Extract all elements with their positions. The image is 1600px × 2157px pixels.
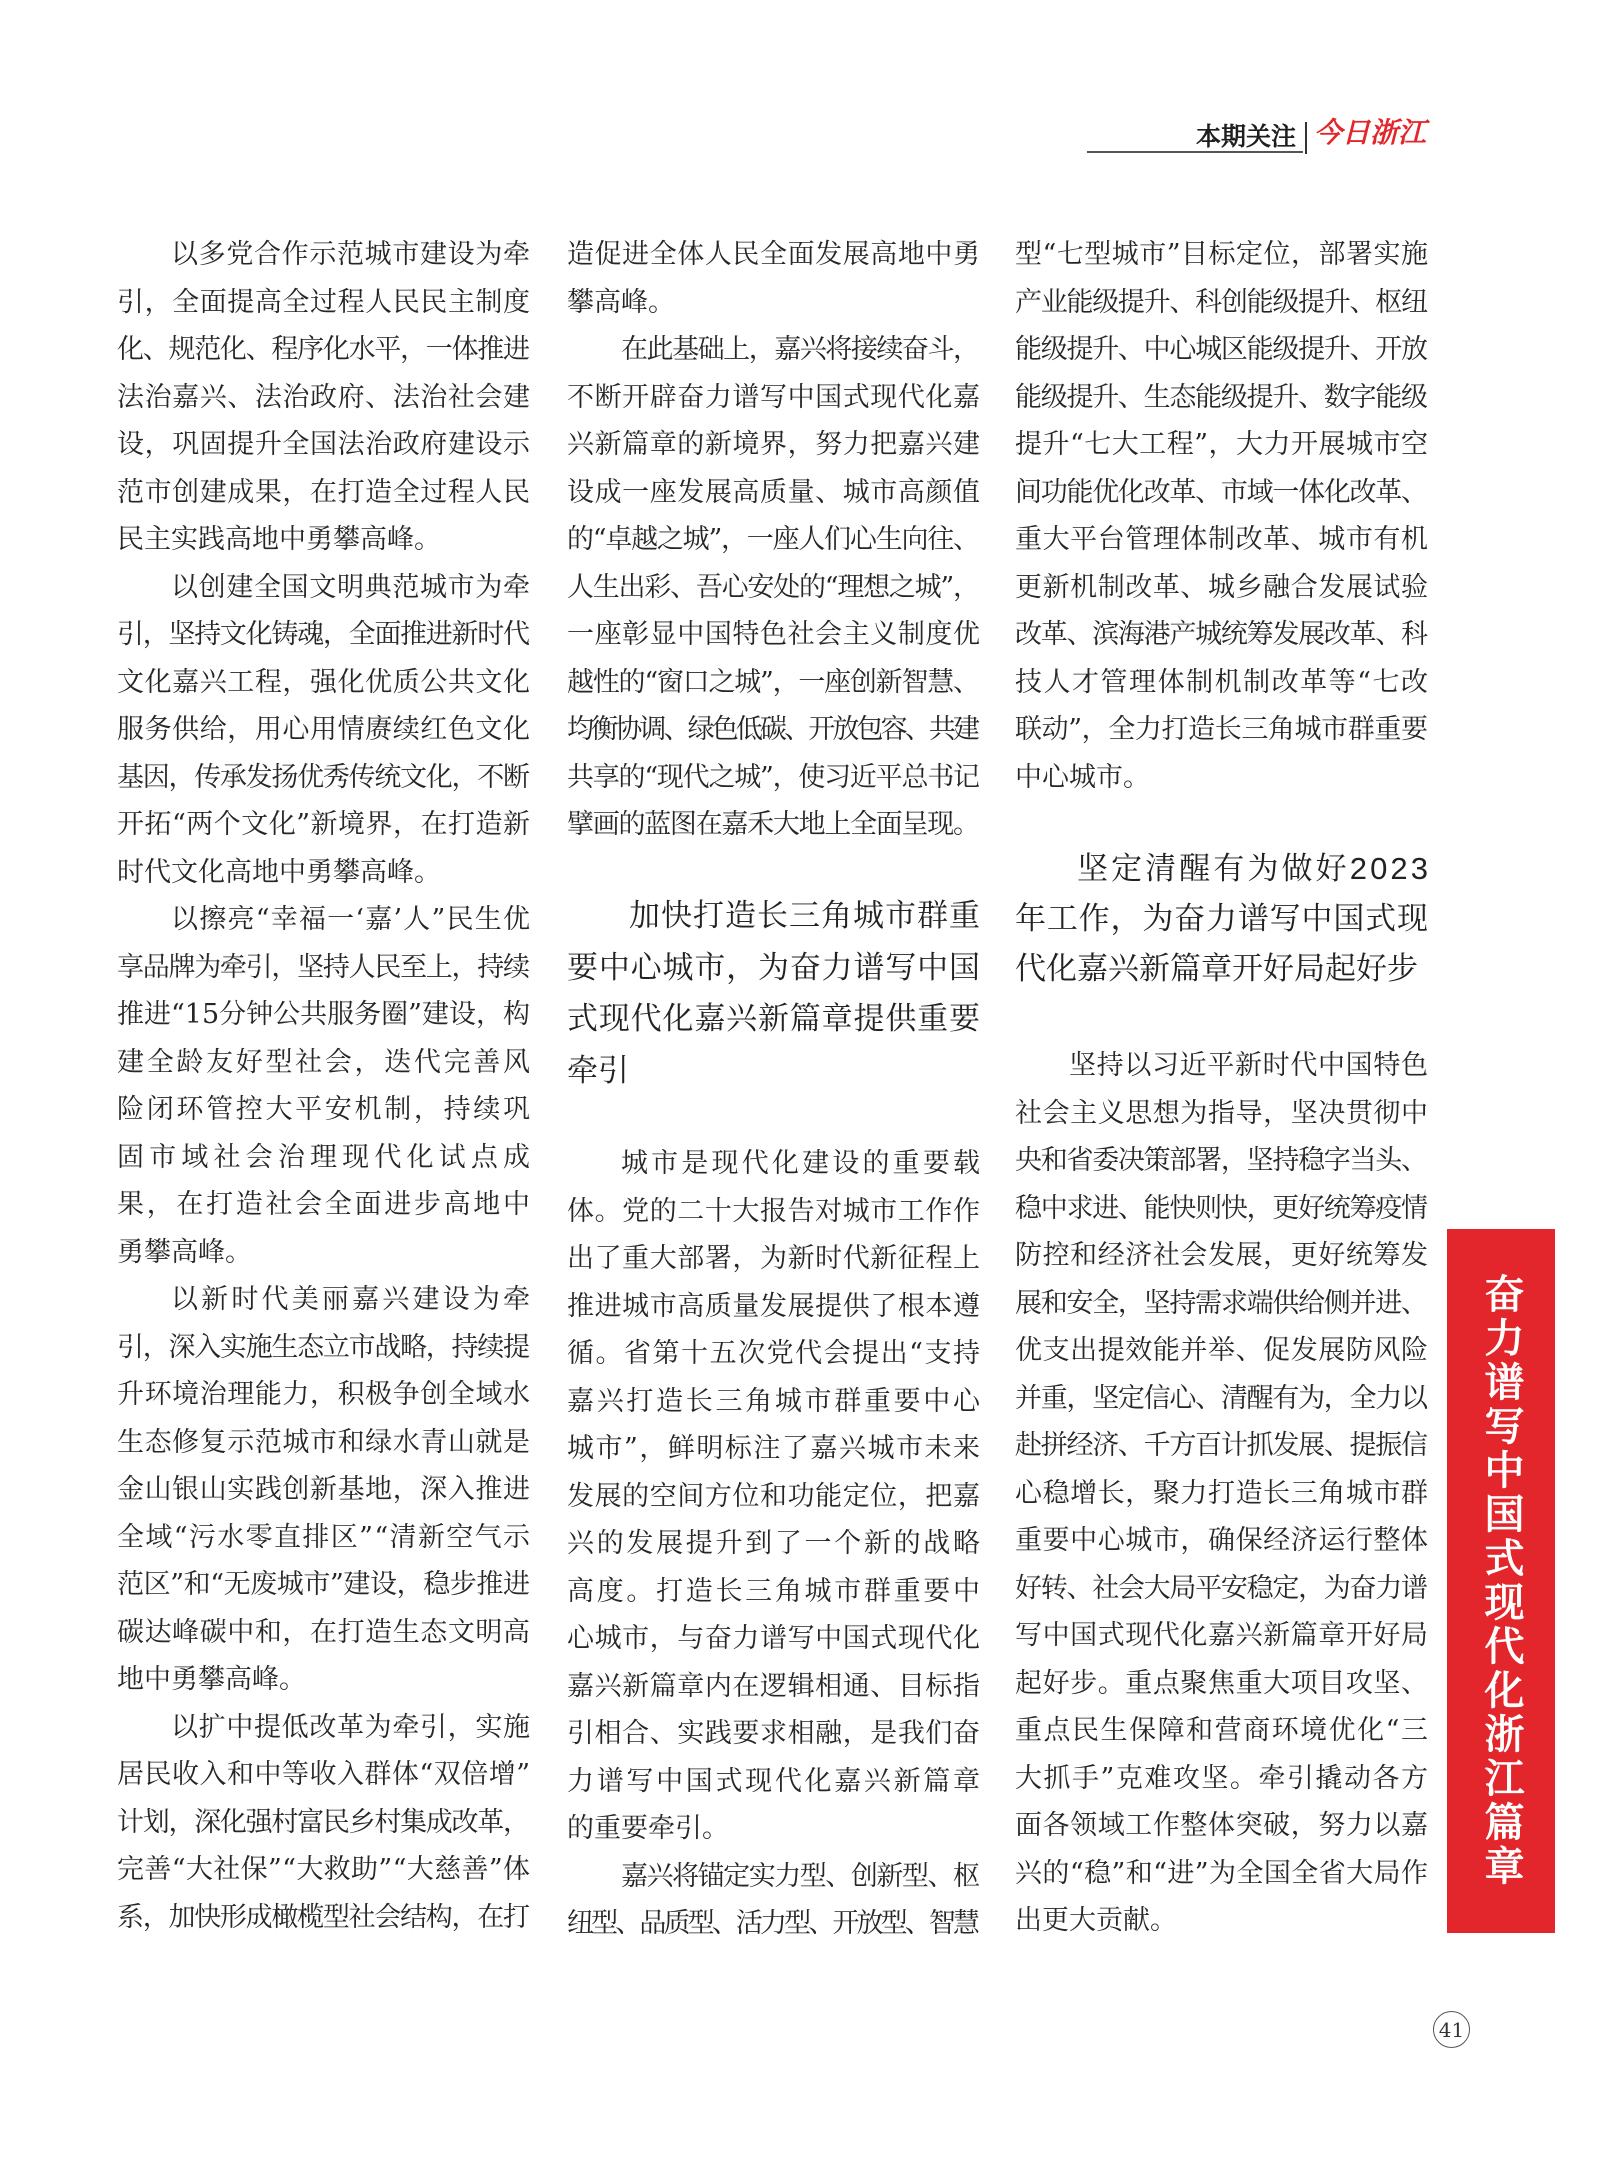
text-line <box>567 1758 983 1806</box>
text-line <box>567 1283 980 1331</box>
text-line <box>1015 564 1428 612</box>
magazine-logo: 今日浙江 <box>1314 116 1427 149</box>
text-line <box>1015 894 1428 944</box>
text-line-content: 重要中心城市，确保经济运行整体 <box>1015 1525 1429 1556</box>
text-line <box>1015 659 1428 707</box>
text-line-content: 不断开辟奋力谱写中国式现代化嘉 <box>567 381 981 413</box>
text-line <box>1015 279 1428 327</box>
text-line <box>567 890 980 942</box>
text-line-content: 以新时代美丽嘉兴建设为牵 <box>171 1284 534 1315</box>
text-line <box>567 1615 980 1663</box>
text-line <box>117 1039 533 1087</box>
paragraph <box>117 1704 530 1942</box>
text-line <box>117 231 530 279</box>
text-line-content: 并重，坚定信心、清醒有为，全力以 <box>1015 1382 1427 1414</box>
text-line-content: 大抓手”克难攻坚。牵引撬动各方 <box>1015 1762 1430 1794</box>
section-heading <box>1015 844 1432 994</box>
text-line <box>1015 516 1428 564</box>
text-line-content: 牵引 <box>567 1052 629 1088</box>
column-3-bottom <box>1015 1042 1428 1945</box>
heading-text <box>1015 844 1432 994</box>
text-line-content: 化、规范化、程序化水平，一体推进 <box>117 334 529 365</box>
text-line-content: 一座彰显中国特色社会主义制度优 <box>567 619 981 650</box>
text-line <box>117 374 530 422</box>
text-line-content: 攀高峰。 <box>567 286 675 318</box>
text-line-content: 出更大贡献。 <box>1015 1905 1177 1936</box>
text-line-content: 均衡协调、绿色低碳、开放包容、共建 <box>567 714 978 745</box>
text-line-content: 赴拼经济、千方百计抓发展、提振信 <box>1015 1430 1427 1461</box>
text-line-content: 推进城市高质量发展提供了根本遵 <box>567 1290 981 1322</box>
text-line-content: 式现代化嘉兴新篇章提供重要 <box>567 1001 981 1036</box>
text-line-content: 嘉兴打造长三角城市群重要中心 <box>567 1385 983 1417</box>
text-line <box>1015 1850 1428 1898</box>
text-line-content: 稳中求进、能快则快，更好统筹疫情 <box>1015 1192 1427 1224</box>
text-line-content: 纽型、品质型、活力型、开放型、智慧 <box>567 1908 978 1939</box>
text-line-content: 间功能优化改革、市域一体化改革、 <box>1015 476 1427 508</box>
text-line-content: 能级提升、中心城区能级提升、开放 <box>1015 334 1427 365</box>
text-line <box>117 1371 530 1419</box>
column-3-top <box>1015 231 1428 801</box>
text-line <box>1015 1470 1428 1518</box>
text-line-content: 产业能级提升、科创能级提升、枢纽 <box>1015 286 1427 318</box>
text-line <box>117 279 530 327</box>
text-line <box>117 1894 530 1942</box>
text-line <box>567 1140 984 1188</box>
text-line-content: 坚定清醒有为做好2023 <box>1077 851 1432 886</box>
text-line <box>117 1799 530 1847</box>
text-line-content: 防控和经济社会发展，更好统筹发 <box>1015 1240 1429 1271</box>
text-line-content: 金山银山实践创新基地，深入推进 <box>117 1474 531 1505</box>
text-line-content: 生态修复示范城市和绿水青山就是 <box>117 1426 531 1458</box>
text-line <box>1015 1612 1428 1660</box>
column-2-top <box>567 231 980 849</box>
page-number <box>1433 2011 1470 2048</box>
text-line <box>567 1853 980 1901</box>
text-line <box>117 1086 533 1134</box>
text-line-content: 能级提升、生态能级提升、数字能级 <box>1015 381 1427 413</box>
text-line-content: 中心城市。 <box>1015 761 1150 793</box>
text-line-content: 联动”，全力打造长三角城市群重要 <box>1015 714 1428 745</box>
section-heading <box>567 890 980 1096</box>
text-line <box>1015 1517 1428 1565</box>
text-line <box>567 1568 983 1616</box>
text-line-content: 越性的“窗口之城”，一座创新智慧、 <box>567 666 979 698</box>
text-line <box>567 421 980 469</box>
text-line <box>567 801 980 849</box>
text-line-content: 起好步。重点聚焦重大项目攻坚、 <box>1015 1667 1429 1699</box>
text-line-content: 擘画的蓝图在嘉禾大地上全面呈现。 <box>567 809 979 840</box>
text-line <box>1015 231 1428 279</box>
text-line <box>1015 1090 1428 1138</box>
text-line-content: 时代文化高地中勇攀高峰。 <box>117 856 441 888</box>
text-line-content: 写中国式现代化嘉兴新篇章开好局 <box>1015 1620 1429 1651</box>
paragraph <box>567 326 980 849</box>
text-line-content: 以扩中提低改革为牵引，实施 <box>171 1711 531 1743</box>
text-line <box>117 1846 530 1894</box>
side-banner <box>1447 1229 1555 1933</box>
text-line <box>567 993 980 1045</box>
text-line <box>117 944 530 992</box>
text-line-content: 在此基础上，嘉兴将接续奋斗， <box>621 334 979 365</box>
text-line-content: 高度。打造长三角城市群重要中 <box>567 1575 983 1607</box>
paragraph <box>117 1276 534 1704</box>
text-line-content: 技人才管理体制机制改革等“七改 <box>1015 666 1430 698</box>
text-line <box>1015 1422 1428 1470</box>
section-label: 本期关注 <box>1196 123 1297 151</box>
text-line-content: 兴的发展提升到了一个新的战略 <box>567 1528 983 1559</box>
column-2-bottom <box>567 1140 984 1948</box>
text-line <box>117 469 530 517</box>
text-line-content: 造促进全体人民全面发展高地中勇 <box>567 239 981 270</box>
text-line <box>1015 421 1428 469</box>
text-line <box>1015 1565 1428 1613</box>
text-line-content: 改革、滨海港产城统筹发展改革、科 <box>1015 619 1427 650</box>
text-line-content: 设成一座发展高质量、城市高颜值 <box>567 476 981 508</box>
text-line-content: 社会主义思想为指导，坚决贯彻中 <box>1015 1097 1429 1129</box>
text-line <box>117 326 530 374</box>
text-line <box>1015 1042 1428 1090</box>
text-line-content: 计划，深化强村富民乡村集成改革， <box>117 1806 529 1838</box>
text-line-content: 央和省委决策部署，坚持稳字当头、 <box>1015 1145 1427 1176</box>
text-line <box>1015 1802 1428 1850</box>
text-line <box>1015 1137 1428 1185</box>
text-line <box>117 1609 530 1657</box>
text-line <box>567 564 980 612</box>
text-line-content: 全域“污水零直排区”“清新空气示 <box>117 1521 532 1553</box>
text-line <box>1015 1660 1428 1708</box>
text-line-content: 建全龄友好型社会，迭代完善风 <box>117 1046 533 1078</box>
text-line-content: 设，巩固提升全国法治政府建设示 <box>117 429 531 460</box>
text-line-content: 服务供给，用心用情赓续红色文化 <box>117 714 531 745</box>
text-line-content: 循。省第十五次党代会提出“支持 <box>567 1338 982 1369</box>
text-line-content: 体。党的二十大报告对城市工作作 <box>567 1195 981 1227</box>
text-line-content: 兴的“稳”和“进”为全国全省大局作 <box>1015 1857 1429 1889</box>
text-line <box>567 1663 980 1711</box>
text-line-content: 开拓“两个文化”新境界，在打造新 <box>117 809 531 840</box>
text-line <box>1015 1375 1428 1423</box>
text-line-content: 年工作，为奋力谱写中国式现 <box>1015 901 1429 936</box>
text-line-content: 坚持以习近平新时代中国特色 <box>1069 1050 1429 1081</box>
text-line <box>567 754 980 802</box>
text-line <box>567 611 980 659</box>
text-line <box>567 1520 983 1568</box>
text-line <box>567 1045 980 1097</box>
text-line <box>1015 1755 1428 1803</box>
text-line-content: 升环境治理能力，积极争创全域水 <box>117 1379 531 1410</box>
text-line <box>117 611 530 659</box>
text-line-content: 提升“七大工程”，大力开展城市空 <box>1015 429 1429 460</box>
text-line-content: 兴新篇章的新境界，努力把嘉兴建 <box>567 429 981 460</box>
text-line <box>567 279 980 327</box>
text-line <box>1015 844 1432 894</box>
text-line <box>567 1900 980 1948</box>
text-line-content: 基因，传承发扬优秀传统文化，不断 <box>117 761 529 793</box>
paragraph <box>567 1853 980 1948</box>
text-line-content: 勇攀高峰。 <box>117 1236 252 1268</box>
text-line-content: 优支出提效能并举、促发展防风险 <box>1015 1335 1429 1366</box>
text-line-content: 重点民生保障和营商环境优化“三 <box>1015 1715 1430 1746</box>
text-line-content: 果，在打造社会全面进步高地中 <box>117 1189 533 1220</box>
text-line <box>567 469 980 517</box>
text-line <box>117 1134 536 1182</box>
text-line <box>117 1656 530 1704</box>
text-line-content: 共享的“现代之城”，使习近平总书记 <box>567 761 979 793</box>
text-line-content: 引，坚持文化铸魂，全面推进新时代 <box>117 619 529 650</box>
text-line <box>117 849 530 897</box>
text-line-content: 引，全面提高全过程人民民主制度 <box>117 286 531 318</box>
text-line <box>567 516 980 564</box>
text-line <box>1015 469 1428 517</box>
text-line <box>117 991 530 1039</box>
text-line-content: 引，深入实施生态立市战略，持续提 <box>117 1331 529 1363</box>
text-line <box>117 1561 530 1609</box>
text-line <box>117 659 530 707</box>
text-line <box>567 1378 983 1426</box>
text-line <box>1015 1185 1428 1233</box>
text-line-content: 的“卓越之城”，一座人们心生向往、 <box>567 524 979 555</box>
text-line <box>117 1751 530 1799</box>
text-line <box>117 516 530 564</box>
text-line-content: 险闭环管控大平安机制，持续巩 <box>117 1094 533 1125</box>
text-line <box>1015 326 1428 374</box>
paragraph-continued <box>567 231 980 326</box>
text-line <box>567 1188 980 1236</box>
paragraph <box>1015 1042 1428 1945</box>
text-line-content: 心城市，与奋力谱写中国式现代化 <box>567 1623 981 1654</box>
text-line-content: 范区”和“无废城市”建设，稳步推进 <box>117 1569 530 1600</box>
text-line-content: 城市”，鲜明标注了嘉兴城市未来 <box>567 1433 982 1464</box>
text-line-content: 更新机制改革、城乡融合发展试验 <box>1015 571 1429 603</box>
text-line-content: 加快打造长三角城市群重 <box>629 898 981 933</box>
text-line <box>1015 374 1428 422</box>
text-line-content: 出了重大部署，为新时代新征程上 <box>567 1243 981 1274</box>
text-line-content: 城市是现代化建设的重要载 <box>621 1148 984 1179</box>
text-line-content: 居民收入和中等收入群体“双倍增” <box>117 1759 531 1790</box>
text-line-content: 民主实践高地中勇攀高峰。 <box>117 524 441 555</box>
text-line <box>117 754 530 802</box>
text-line <box>117 1181 533 1229</box>
text-line <box>1015 1327 1428 1375</box>
text-line-content: 发展的空间方位和功能定位，把嘉 <box>567 1480 981 1512</box>
text-line-content: 嘉兴将锚定实力型、创新型、枢 <box>621 1860 979 1892</box>
text-line-content: 享品牌为牵引，坚持人民至上，持续 <box>117 951 529 983</box>
page-number-text: 41 <box>1438 2017 1465 2042</box>
side-banner-text: 奋力谱写中国式现代化浙江篇章 <box>1478 1273 1525 1889</box>
text-line-content: 引相合、实践要求相融，是我们奋 <box>567 1718 981 1749</box>
text-line <box>117 1419 530 1467</box>
text-line <box>117 1229 530 1277</box>
text-line <box>567 1425 980 1473</box>
text-line-content: 展和安全，坚持需求端供给侧并进、 <box>1015 1287 1427 1319</box>
text-line <box>567 231 980 279</box>
text-line <box>117 564 530 612</box>
text-line-content: 文化嘉兴工程，强化优质公共文化 <box>117 666 531 698</box>
text-line <box>567 374 980 422</box>
text-line-content: 法治嘉兴、法治政府、法治社会建 <box>117 381 531 413</box>
paragraph <box>567 1140 984 1853</box>
text-line <box>567 1473 980 1521</box>
text-line <box>567 1235 980 1283</box>
text-line <box>1015 1897 1428 1945</box>
text-line <box>117 1514 530 1562</box>
text-line-content: 系，加快形成橄榄型社会结构，在打 <box>117 1901 529 1933</box>
text-line-content: 碳达峰碳中和，在打造生态文明高 <box>117 1616 531 1648</box>
text-line-content: 固市域社会治理现代化试点成 <box>117 1141 536 1173</box>
text-line <box>1015 754 1428 802</box>
text-line-content: 力谱写中国式现代化嘉兴新篇章 <box>567 1765 983 1797</box>
heading-text <box>567 890 980 1096</box>
text-line <box>1015 1232 1428 1280</box>
text-line-content: 面各领域工作整体突破，努力以嘉 <box>1015 1810 1429 1841</box>
text-line-content: 的重要牵引。 <box>567 1813 729 1844</box>
text-line-content: 型“七型城市”目标定位，部署实施 <box>1015 239 1429 270</box>
text-line-content: 要中心城市，为奋力谱写中国 <box>567 949 981 985</box>
text-line <box>117 1466 530 1514</box>
paragraph <box>117 564 530 897</box>
text-line <box>567 326 980 374</box>
text-line-content: 人生出彩、吾心安处的“理想之城”， <box>567 571 979 603</box>
text-line-content: 嘉兴新篇章内在逻辑相通、目标指 <box>567 1670 981 1702</box>
text-line <box>1015 1280 1428 1328</box>
text-line-content: 完善“大社保”“大救助”“大慈善”体 <box>117 1854 531 1885</box>
text-line <box>567 1805 980 1853</box>
text-line <box>1015 944 1428 994</box>
paragraph <box>117 896 536 1276</box>
text-line-content: 重大平台管理体制改革、城市有机 <box>1015 524 1429 555</box>
text-line <box>117 1276 534 1324</box>
column-1 <box>117 231 536 1941</box>
text-line-content: 以多党合作示范城市建设为牵 <box>171 239 531 270</box>
text-line <box>117 896 530 944</box>
text-line <box>567 1330 980 1378</box>
text-line-content: 推进“15分钟公共服务圈”建设，构 <box>117 999 530 1030</box>
text-line <box>1015 611 1428 659</box>
text-line <box>117 801 530 849</box>
text-line-content: 好转、社会大局平安稳定，为奋力谱 <box>1015 1572 1427 1604</box>
header-divider <box>1305 122 1307 154</box>
text-line <box>117 421 530 469</box>
text-line <box>1015 706 1428 754</box>
text-line <box>567 706 980 754</box>
text-line-content: 心稳增长，聚力打造长三角城市群 <box>1015 1477 1429 1509</box>
text-line-content: 以擦亮“幸福一‘嘉’人”民生优 <box>171 904 532 935</box>
text-line-content: 范市创建成果，在打造全过程人民 <box>117 476 531 508</box>
text-line <box>567 659 980 707</box>
text-line <box>117 706 530 754</box>
text-line <box>117 1324 530 1372</box>
text-line-content: 以创建全国文明典范城市为牵 <box>171 571 531 603</box>
text-line <box>567 942 980 994</box>
header-rule <box>1087 151 1303 153</box>
text-line <box>1015 1707 1428 1755</box>
text-line <box>117 1704 530 1752</box>
paragraph <box>117 231 530 564</box>
paragraph-continued <box>1015 231 1428 801</box>
text-line-content: 地中勇攀高峰。 <box>117 1664 306 1695</box>
text-line <box>567 1710 980 1758</box>
text-line-content: 代化嘉兴新篇章开好局起好步 <box>1015 951 1418 986</box>
